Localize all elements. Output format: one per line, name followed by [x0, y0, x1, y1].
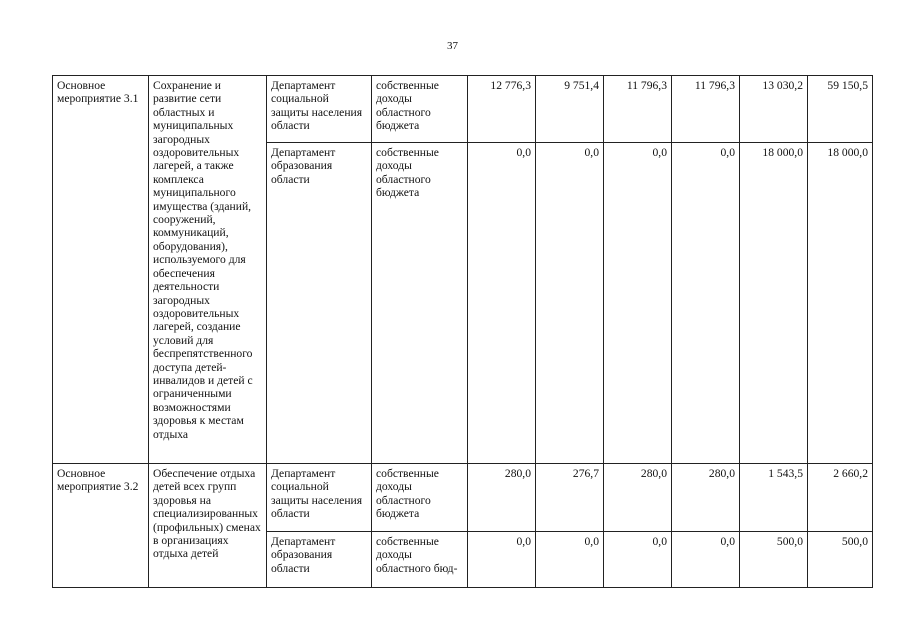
value-cell: 0,0 — [672, 143, 740, 464]
budget-table — [52, 75, 873, 588]
table-row — [53, 464, 873, 532]
value-cell: 280,0 — [672, 464, 740, 532]
department-cell: Департамент социальной защиты населения области — [267, 76, 372, 143]
value-cell: 0,0 — [468, 143, 536, 464]
department-cell: Департамент образования области — [267, 143, 372, 464]
value-cell: 0,0 — [536, 532, 604, 588]
value-cell: 0,0 — [672, 532, 740, 588]
event-description-cell: Сохранение и развитие сети областных и муниципальных загородных оздоровительных лагерей, а также комплекса муниципального имущества (зданий, сооружений, коммуникаций, оборудования), используемого для обеспечения деятельности загородных оздоровительных лагерей, создание условий для беспрепятственного доступа детей-инвалидов и детей с ограниченными возможностями здоровья к местам отдыха — [149, 76, 267, 464]
funding-source-cell: собственные доходы областного бюджета — [372, 76, 468, 143]
value-cell: 18 000,0 — [808, 143, 873, 464]
event-description-cell: Обеспечение отдыха детей всех групп здоровья на специализированных (профильных) сменах в организациях отдыха детей — [149, 464, 267, 588]
value-cell: 500,0 — [808, 532, 873, 588]
value-cell: 0,0 — [604, 143, 672, 464]
value-cell: 2 660,2 — [808, 464, 873, 532]
event-label-cell: Основное мероприятие 3.2 — [53, 464, 149, 588]
value-cell: 280,0 — [468, 464, 536, 532]
page-number: 37 — [447, 40, 458, 52]
department-cell: Департамент социальной защиты населения области — [267, 464, 372, 532]
value-cell: 11 796,3 — [604, 76, 672, 143]
value-cell: 280,0 — [604, 464, 672, 532]
value-cell: 0,0 — [536, 143, 604, 464]
value-cell: 12 776,3 — [468, 76, 536, 143]
value-cell: 11 796,3 — [672, 76, 740, 143]
department-cell: Департамент образования области — [267, 532, 372, 588]
value-cell: 9 751,4 — [536, 76, 604, 143]
table-row — [53, 76, 873, 143]
value-cell: 500,0 — [740, 532, 808, 588]
funding-source-cell: собственные доходы областного бюджета — [372, 143, 468, 464]
funding-source-cell: собственные доходы областного бюджета — [372, 464, 468, 532]
value-cell: 0,0 — [468, 532, 536, 588]
value-cell: 59 150,5 — [808, 76, 873, 143]
value-cell: 0,0 — [604, 532, 672, 588]
funding-source-cell: собственные доходы областного бюд- — [372, 532, 468, 588]
event-label-cell: Основное мероприятие 3.1 — [53, 76, 149, 464]
value-cell: 1 543,5 — [740, 464, 808, 532]
value-cell: 13 030,2 — [740, 76, 808, 143]
value-cell: 276,7 — [536, 464, 604, 532]
value-cell: 18 000,0 — [740, 143, 808, 464]
